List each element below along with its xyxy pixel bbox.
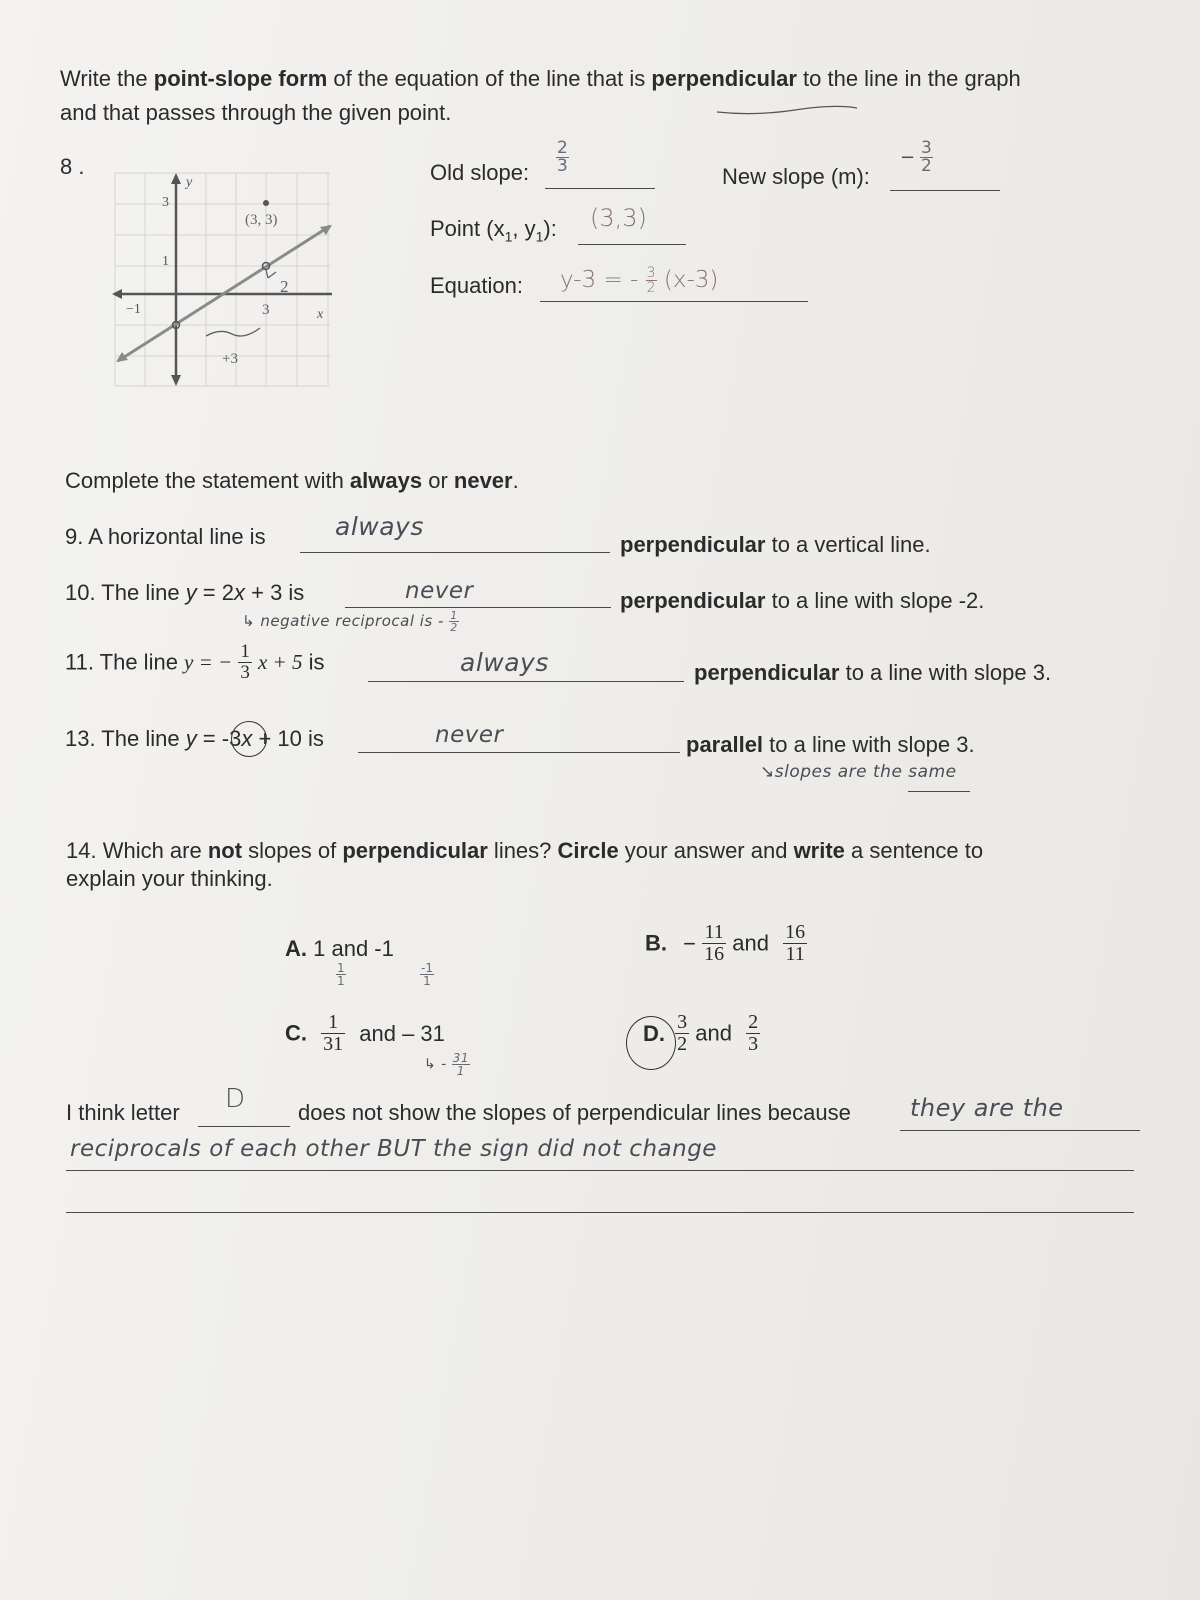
option-a-note-2: $\frac{-1}{1}$ bbox=[421, 961, 433, 988]
option-a-note-1: $\frac{1}{1}$ bbox=[337, 961, 345, 988]
new-slope-answer: − $\frac{3}{2}$ bbox=[900, 138, 932, 176]
equation-label: Equation: bbox=[430, 273, 523, 298]
new-slope-blank bbox=[890, 190, 1000, 191]
tick-label-3: 3 bbox=[162, 195, 169, 210]
q13-answer: never bbox=[435, 722, 504, 748]
q11-text: 11. The line y = − $\frac{1}{3}$ x + 5 is bbox=[65, 641, 325, 683]
underline-squiggle bbox=[715, 104, 860, 118]
option-d-circle bbox=[626, 1016, 676, 1070]
option-c-note: ↳ - $\frac{31}{1}$ bbox=[424, 1051, 469, 1078]
q10-rest: perpendicular to a line with slope -2. bbox=[620, 588, 985, 613]
note-rise: 2 bbox=[280, 277, 289, 296]
circled-coefficient bbox=[231, 721, 267, 757]
q10-note: ↳ negative reciprocal is - $\frac{1}{2}$ bbox=[242, 609, 458, 634]
letter-blank bbox=[198, 1126, 290, 1127]
note-plus3: +3 bbox=[222, 351, 238, 367]
point-label: Point ($x_1$, $y_1$): bbox=[430, 216, 557, 245]
q11-blank bbox=[368, 681, 684, 682]
conclusion-answer-2: reciprocals of each other BUT the sign did not change bbox=[70, 1136, 717, 1162]
instructions-line-1: Write the point-slope form of the equation of the line that is perpendicular to the line in the graph bbox=[60, 66, 1021, 91]
note-run: 3 bbox=[262, 302, 270, 318]
conclusion-answer-1: they are the bbox=[910, 1094, 1064, 1122]
point-answer: (3,3) bbox=[590, 204, 647, 232]
instructions-line-2: and that passes through the given point. bbox=[60, 100, 452, 125]
tick-label-neg1: −1 bbox=[126, 302, 141, 317]
tick-label-1: 1 bbox=[162, 254, 169, 269]
new-slope-label: New slope (m): bbox=[722, 164, 870, 189]
option-b[interactable]: B. − $\frac{11}{16}$ and $\frac{16}{11}$ bbox=[645, 921, 806, 965]
q9-blank bbox=[300, 552, 610, 553]
coordinate-graph bbox=[110, 168, 340, 393]
q8-number: 8 . bbox=[60, 154, 85, 179]
q10-blank bbox=[345, 607, 611, 608]
section2-heading: Complete the statement with always or never. bbox=[65, 468, 519, 493]
option-a[interactable]: A. 1 and -1 bbox=[285, 936, 394, 961]
point-blank bbox=[578, 244, 686, 245]
answer-blank-2 bbox=[66, 1170, 1134, 1171]
q11-answer: always bbox=[460, 648, 549, 677]
equation-answer: y-3 = - $\frac{3}{2}$ (x-3) bbox=[560, 265, 719, 296]
q11-rest: perpendicular to a line with slope 3. bbox=[694, 660, 1052, 685]
option-c[interactable]: C. $\frac{1}{31}$ and – 31 bbox=[285, 1011, 445, 1055]
q9-rest: perpendicular to a vertical line. bbox=[620, 532, 931, 557]
graph-point-label: (3, 3) bbox=[245, 212, 278, 228]
y-axis-label: y bbox=[186, 175, 193, 190]
q13-text: 13. The line y = -3x + 10 is bbox=[65, 726, 324, 751]
x-axis-label: x bbox=[317, 307, 324, 322]
graph-point bbox=[263, 200, 269, 206]
q14-prompt-line-1: 14. Which are not slopes of perpendicular lines? Circle your answer and write a sentence to bbox=[66, 838, 984, 863]
conclusion-think: I think letter bbox=[66, 1100, 180, 1125]
q13-rest: parallel to a line with slope 3. bbox=[686, 732, 975, 757]
q13-note-underline bbox=[908, 791, 970, 792]
answer-blank-3 bbox=[66, 1212, 1134, 1213]
q9-answer: always bbox=[335, 512, 424, 541]
old-slope-blank bbox=[545, 188, 655, 189]
q13-note: ↘slopes are the same bbox=[760, 762, 957, 782]
conclusion-middle: does not show the slopes of perpendicular lines because bbox=[298, 1100, 851, 1125]
q9-text: 9. A horizontal line is bbox=[65, 524, 266, 549]
old-slope-answer: $\frac{2}{3}$ bbox=[557, 138, 568, 176]
q10-answer: never bbox=[405, 578, 474, 604]
equation-blank bbox=[540, 301, 808, 302]
q14-prompt-line-2: explain your thinking. bbox=[66, 866, 273, 891]
conclusion-letter: D bbox=[225, 1084, 246, 1114]
option-d[interactable]: D. $\frac{3}{2}$ and $\frac{2}{3}$ bbox=[643, 1011, 759, 1055]
q10-text: 10. The line y = 2x + 3 is bbox=[65, 580, 305, 605]
answer-blank-1 bbox=[900, 1130, 1140, 1131]
q13-blank bbox=[358, 752, 680, 753]
old-slope-label: Old slope: bbox=[430, 160, 530, 185]
